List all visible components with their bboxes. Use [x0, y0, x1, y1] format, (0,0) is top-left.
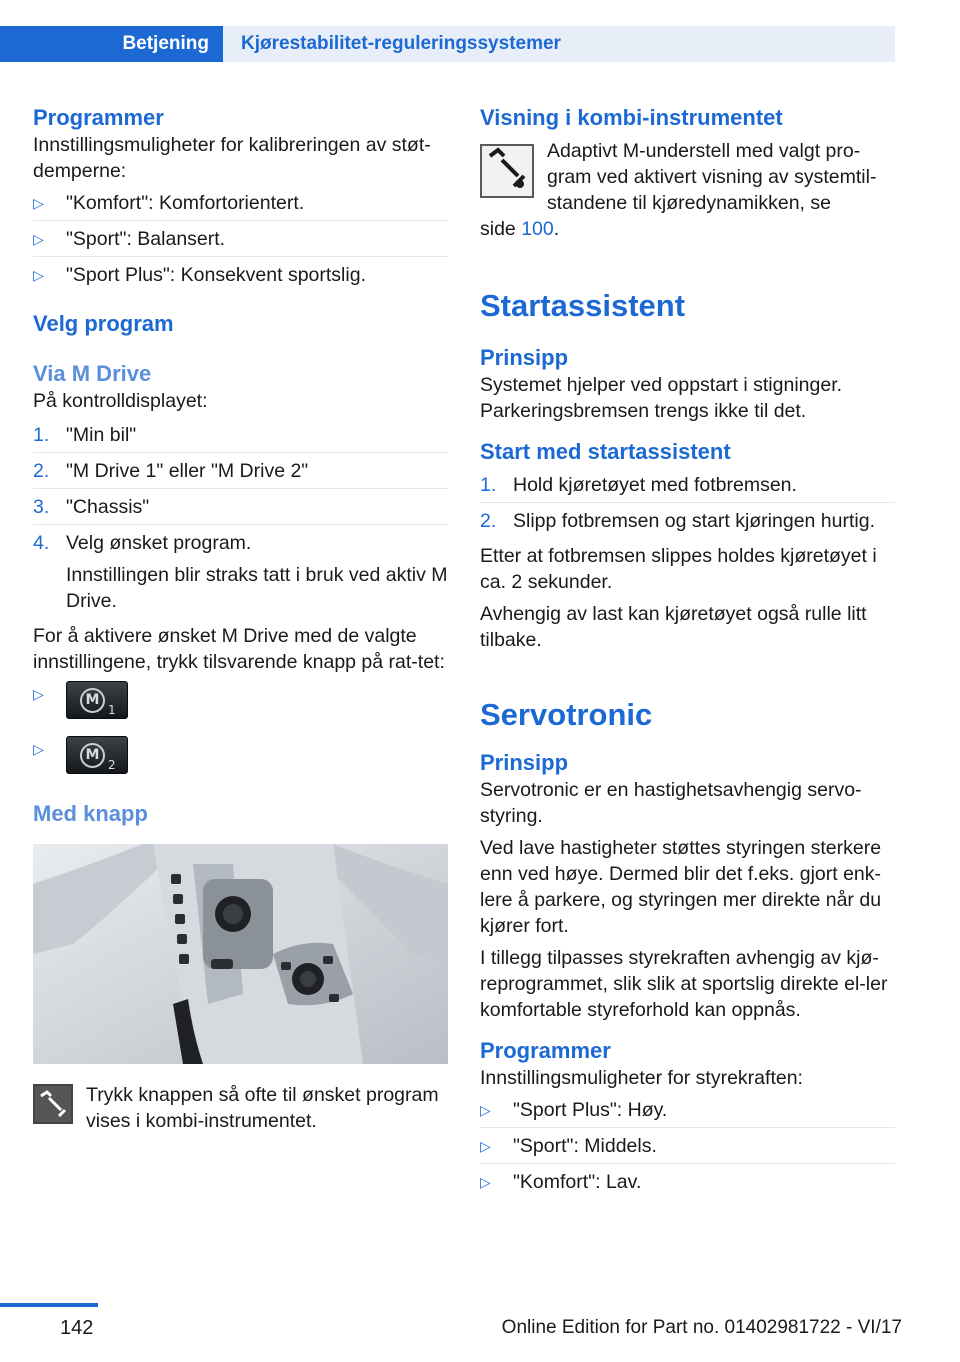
startassistent-heading: Startassistent [480, 288, 686, 323]
prinsipp-heading: Prinsipp [480, 345, 569, 370]
note-block [33, 1082, 448, 1142]
section-tab[interactable]: Betjening [0, 26, 223, 62]
step-text: Hold kjøretøyet med fotbremsen. [513, 474, 797, 496]
list-item [33, 422, 448, 453]
step-number: 1. [33, 424, 50, 446]
programmer2-heading: Programmer [480, 1038, 611, 1063]
footer-accent-line [0, 1303, 98, 1307]
list-item: ▷ "Sport": Balansert. [33, 226, 448, 257]
step-number: 1. [480, 474, 497, 496]
m-icon: ▷ M [80, 743, 105, 768]
list-item [33, 681, 448, 731]
servo-paragraph-1: Ved lave hastigheter støttes styringen sterkere enn ved høye. Dermed blir det f.eks. gjort enk-lere å parkere, og styringen mer direkte når du kjører fort. [480, 837, 882, 937]
button-subscript: 2 [108, 758, 116, 772]
prinsipp2-heading: Prinsipp [480, 750, 569, 775]
via-intro: På kontrolldisplayet: [33, 390, 208, 412]
side-label: side [480, 218, 516, 240]
velg-program-heading: Velg program [33, 311, 174, 336]
prinsipp2-text: Servotronic er en hastighetsavhengig servo-styring. [480, 779, 862, 827]
list-item: ▷ "Sport Plus": Konsekvent sportslig. [33, 262, 448, 292]
list-item [480, 508, 895, 538]
list-item [33, 530, 448, 618]
button-list [33, 681, 448, 786]
step-text: Velg ønsket program. [66, 532, 252, 554]
step-number: 2. [33, 460, 50, 482]
page-header [0, 26, 895, 62]
visning-heading: Visning i kombi-instrumentet [480, 105, 783, 130]
programmer-intro: Innstillingsmuligheter for kalibreringen av støt-demperne: [33, 134, 431, 182]
edition-text: Online Edition for Part no. 01402981722 - VI/17 [501, 1317, 902, 1338]
list-item [33, 458, 448, 489]
step-number: 3. [33, 496, 50, 518]
program-list [33, 190, 448, 292]
period: . [553, 218, 560, 240]
m-icon: ▷ M [80, 688, 105, 713]
step-text: Slipp fotbremsen og start kjøringen hurtig. [513, 510, 876, 532]
programmer-heading: Programmer [33, 105, 164, 130]
list-item [480, 472, 895, 503]
info-note-icon [33, 1084, 73, 1124]
visning-reference [480, 216, 559, 242]
program2-list [480, 1097, 895, 1199]
button-subscript: 1 [108, 703, 116, 717]
start-step-list [480, 472, 895, 538]
servo-paragraph-2: I tillegg tilpasses styrekraften avhengig av kjø-reprogrammet, slik slik at sportslig direkte el-ler komfortable styreforhold kan oppnås. [480, 947, 888, 1021]
step-note: Innstillingen blir straks tatt i bruk ved aktiv M Drive. [66, 564, 448, 612]
chapter-tab[interactable]: Kjørestabilitet-reguleringssystemer [223, 26, 895, 62]
page-number: 142 [60, 1317, 94, 1339]
step-text: "Min bil" [66, 424, 137, 446]
start-heading: Start med startassistent [480, 439, 731, 464]
console-photo [33, 844, 448, 1064]
prinsipp-text: Systemet hjelper ved oppstart i stigninger. Parkeringsbremsen trengs ikke til det. [480, 374, 843, 422]
med-knapp-heading: Med knapp [33, 801, 148, 826]
start-paragraph-2: Avhengig av last kan kjøretøyet også rulle litt tilbake. [480, 603, 867, 651]
servotronic-heading: Servotronic [480, 697, 653, 732]
page-link[interactable]: 100 [521, 218, 554, 240]
m-drive-1-button [66, 681, 128, 719]
m-drive-2-button [66, 736, 128, 774]
step-number: 4. [33, 532, 50, 554]
list-item: ▷ "Komfort": Lav. [480, 1169, 895, 1199]
visning-block [480, 138, 895, 244]
list-item [33, 736, 448, 786]
list-item: ▷ "Sport": Middels. [480, 1133, 895, 1164]
list-item: ▷ "Komfort": Komfortorientert. [33, 190, 448, 221]
activate-text: For å aktivere ønsket M Drive med de valgte innstillingene, trykk tilsvarende knapp på rat-tet: [33, 625, 445, 673]
console-illustration [33, 844, 448, 1064]
step-number: 2. [480, 510, 497, 532]
step-text: "M Drive 1" eller "M Drive 2" [66, 460, 309, 482]
start-paragraph-1: Etter at fotbremsen slippes holdes kjøretøyet i ca. 2 sekunder. [480, 545, 877, 593]
note-text: Trykk knappen så ofte til ønsket program vises i kombi-instrumentet. [86, 1084, 439, 1132]
left-column [33, 100, 448, 1142]
visning-text: Adaptivt M-understell med valgt pro-gram ved aktivert visning av systemtil-standene til kjøredynamikken, se [547, 140, 877, 214]
display-icon [480, 144, 534, 198]
right-column [480, 100, 895, 1204]
via-m-drive-heading: Via M Drive [33, 361, 152, 386]
list-item: ▷ "Sport Plus": Høy. [480, 1097, 895, 1128]
step-list [33, 422, 448, 618]
programmer2-intro: Innstillingsmuligheter for styrekraften: [480, 1067, 803, 1089]
list-item [33, 494, 448, 525]
step-text: "Chassis" [66, 496, 150, 518]
